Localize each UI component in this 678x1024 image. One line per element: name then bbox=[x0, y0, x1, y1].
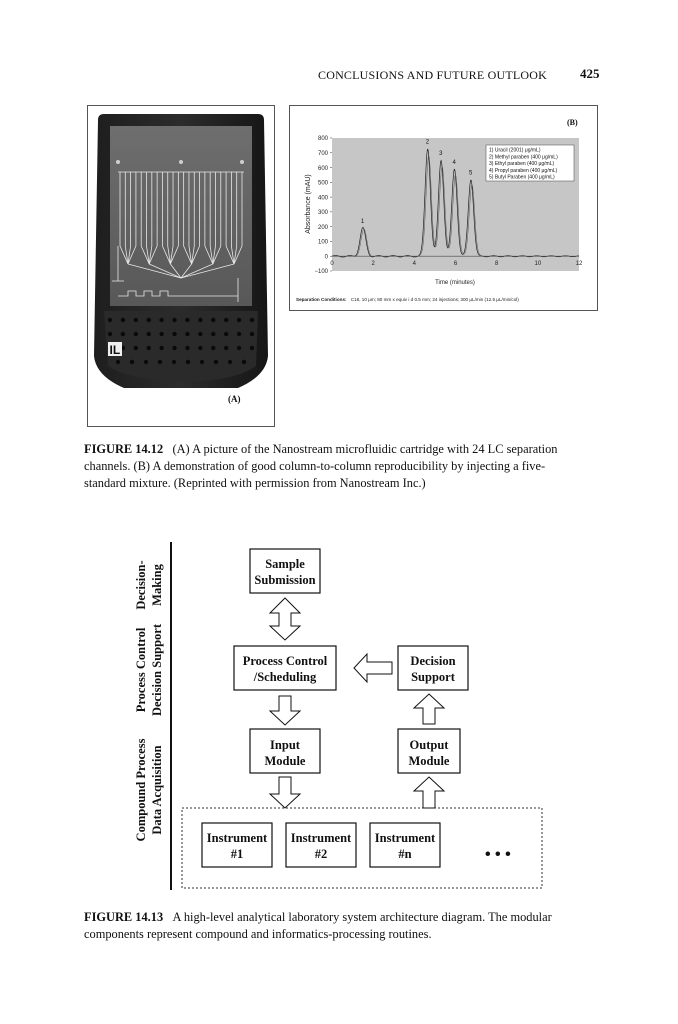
running-header-title: CONCLUSIONS AND FUTURE OUTLOOK bbox=[318, 68, 548, 82]
layer-label-decision-making bbox=[134, 560, 164, 609]
svg-text:Module: Module bbox=[264, 754, 306, 768]
figure-14-12-caption-line-3: standard mixture. (Reprinted with permission from Nanostream Inc.) bbox=[84, 476, 426, 490]
svg-text:Process Control: Process Control bbox=[242, 654, 328, 668]
y-axis-label: Absorbance (mAU) bbox=[305, 174, 312, 234]
x-tick-label: 12 bbox=[575, 261, 583, 268]
y-tick-label: 400 bbox=[317, 195, 328, 202]
layer-label-process-control bbox=[134, 623, 164, 716]
instrument-n-box bbox=[370, 823, 440, 867]
y-tick-label: −100 bbox=[314, 269, 328, 276]
figure-14-12-caption-line-1: (A) A picture of the Nanostream microfluidic cartridge with 24 LC separation bbox=[172, 442, 558, 456]
input-module-box bbox=[250, 729, 320, 773]
legend-entry: 4) Propyl paraben (400 μg/mL) bbox=[489, 167, 558, 174]
svg-text:#2: #2 bbox=[314, 847, 328, 861]
arrow-process-to-input bbox=[270, 696, 300, 725]
arrow-input-to-instruments bbox=[270, 777, 300, 808]
arrow-output-to-decision bbox=[414, 694, 444, 724]
y-tick-label: 200 bbox=[317, 224, 328, 231]
svg-text:Support: Support bbox=[411, 670, 455, 684]
svg-text:Compound Process: Compound Process bbox=[134, 738, 148, 842]
figure-14-13-caption-line-2: components represent compound and informatics-processing routines. bbox=[84, 927, 432, 941]
svg-text:Decision Support: Decision Support bbox=[150, 623, 164, 717]
layer-label-compound-process bbox=[134, 738, 164, 841]
legend-entry: 3) Ethyl paraben (400 μg/mL) bbox=[489, 161, 555, 168]
svg-text:Process Control: Process Control bbox=[134, 627, 148, 713]
instrument-ellipsis: • • • bbox=[485, 846, 511, 863]
separation-conditions-text: C18, 10 μm; 80 mm x equiv i d 0.5 mm; 24 injections; 300 μL/min (12.5 μL/min/col) bbox=[350, 297, 519, 302]
double-arrow-sample-process bbox=[270, 598, 300, 640]
svg-text:Sample: Sample bbox=[265, 557, 305, 571]
svg-text:#n: #n bbox=[398, 847, 412, 861]
svg-text:Decision-: Decision- bbox=[134, 560, 148, 610]
legend-entry: 1) Uracil (2001) μg/mL) bbox=[489, 147, 541, 154]
svg-text:Data Acquisition: Data Acquisition bbox=[150, 745, 164, 835]
svg-text:Output: Output bbox=[409, 738, 449, 752]
peak-label: 2 bbox=[425, 139, 430, 146]
peak-label: 5 bbox=[468, 170, 473, 177]
y-tick-label: 0 bbox=[324, 254, 328, 261]
x-tick-label: 2 bbox=[371, 261, 375, 268]
x-tick-label: 0 bbox=[330, 261, 334, 268]
y-tick-label: 700 bbox=[317, 150, 328, 157]
peak-label: 4 bbox=[452, 160, 456, 167]
decision-support-box bbox=[398, 646, 468, 690]
page-number: 425 bbox=[580, 66, 600, 81]
cartridge-logo: IL bbox=[109, 343, 121, 357]
peak-label: 3 bbox=[439, 151, 443, 158]
process-control-box bbox=[234, 646, 336, 690]
figure-14-13-caption-line-1: A high-level analytical laboratory system architecture diagram. The modular bbox=[172, 910, 552, 924]
y-tick-label: 100 bbox=[317, 239, 328, 246]
svg-text:Decision: Decision bbox=[410, 654, 456, 668]
svg-text:Instrument: Instrument bbox=[290, 831, 352, 845]
x-tick-label: 10 bbox=[534, 261, 542, 268]
svg-text:Instrument: Instrument bbox=[206, 831, 268, 845]
arrow-decision-to-process bbox=[354, 654, 392, 682]
figure-14-12-caption-line-2: channels. (B) A demonstration of good column-to-column reproducibility by injecting a five- bbox=[84, 459, 546, 473]
figure-14-13-caption-label: FIGURE 14.13 bbox=[84, 910, 164, 924]
sample-submission-box bbox=[250, 549, 320, 593]
panel-a-label: (A) bbox=[228, 394, 241, 404]
x-tick-label: 8 bbox=[494, 261, 499, 268]
x-tick-label: 4 bbox=[412, 261, 417, 268]
svg-text:Submission: Submission bbox=[254, 573, 316, 587]
svg-text:Input: Input bbox=[270, 738, 300, 752]
svg-text:Making: Making bbox=[150, 564, 164, 606]
svg-text:Module: Module bbox=[408, 754, 450, 768]
figure-14-13-caption bbox=[84, 909, 604, 943]
svg-text:/Scheduling: /Scheduling bbox=[253, 670, 317, 684]
instrument-2-box bbox=[286, 823, 356, 867]
y-tick-label: 800 bbox=[317, 136, 328, 143]
legend-entry: 5) Butyl Paraben (400 μg/mL) bbox=[489, 174, 555, 181]
y-tick-label: 500 bbox=[317, 180, 328, 187]
legend-entry: 2) Methyl paraben (400 μg/mL) bbox=[489, 154, 558, 161]
svg-text:#1: #1 bbox=[230, 847, 244, 861]
panel-b-label: (B) bbox=[567, 118, 578, 127]
y-tick-label: 300 bbox=[317, 210, 328, 217]
instrument-1-box bbox=[202, 823, 272, 867]
peak-label: 1 bbox=[360, 219, 365, 226]
figure-14-12-caption-label: FIGURE 14.12 bbox=[84, 442, 164, 456]
arrow-instruments-to-output bbox=[414, 777, 444, 808]
output-module-box bbox=[398, 729, 460, 773]
x-axis-label: Time (minutes) bbox=[435, 280, 475, 286]
svg-text:Instrument: Instrument bbox=[374, 831, 436, 845]
y-tick-label: 600 bbox=[317, 165, 328, 172]
separation-conditions-label: Separation Conditions: bbox=[296, 297, 347, 302]
x-tick-label: 6 bbox=[453, 261, 458, 268]
